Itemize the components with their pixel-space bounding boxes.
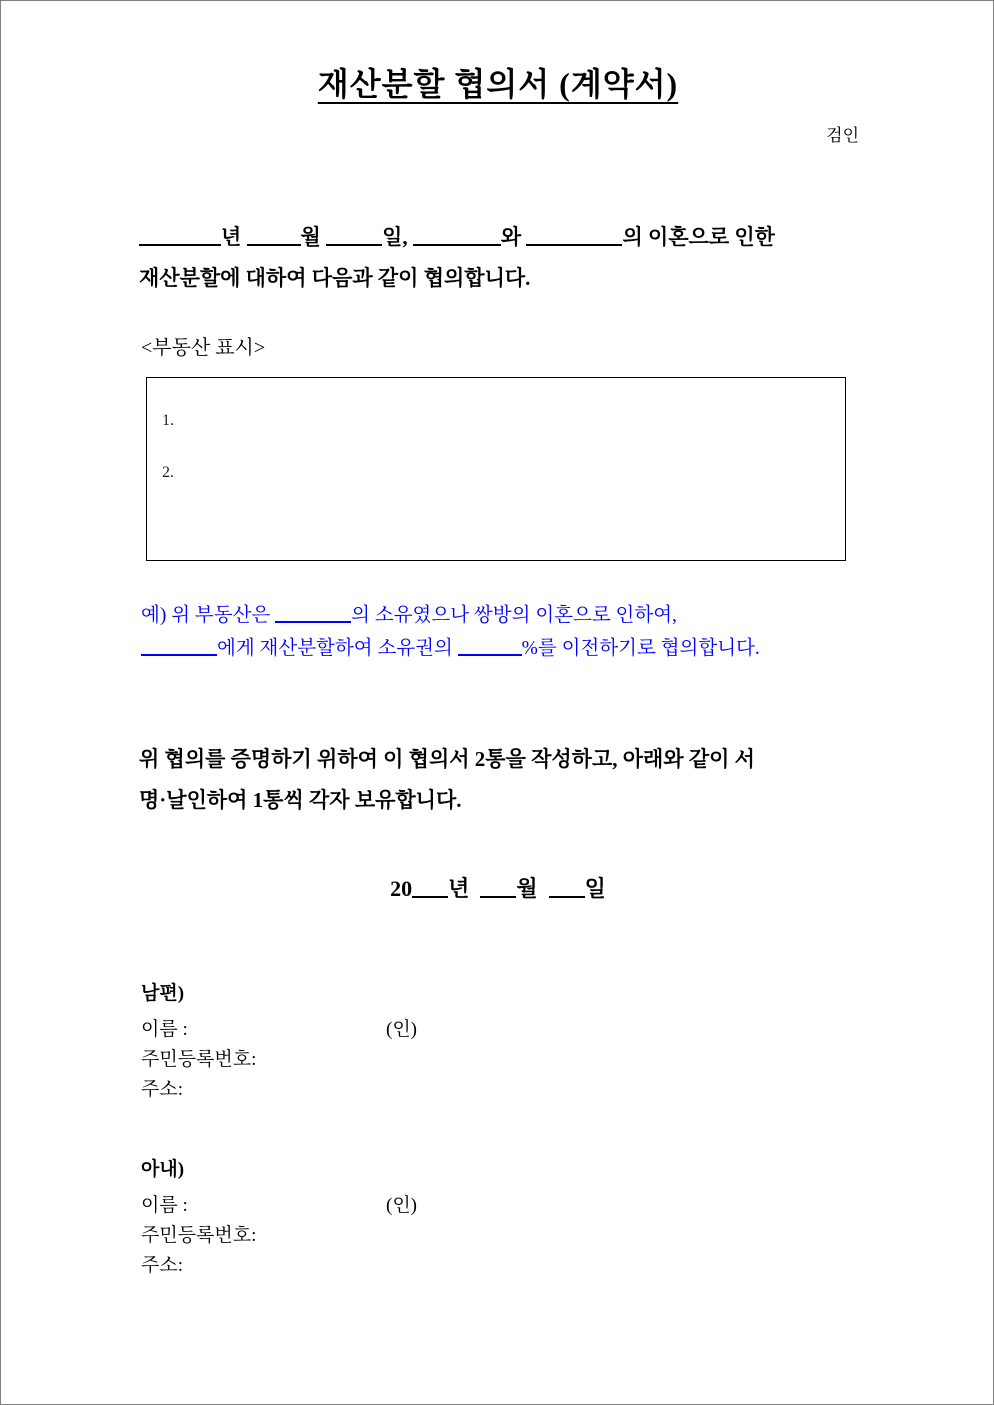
- page-title-text: 재산분할 협의서 (계약서): [317, 66, 679, 102]
- wife-id-label: 주민등록번호:: [141, 1224, 257, 1246]
- husband-id-row[interactable]: [141, 1046, 741, 1076]
- blank-date-year[interactable]: [412, 873, 448, 898]
- husband-seal-mark: (인): [386, 1018, 418, 1040]
- closing-line-1: 위 협의를 증명하기 위하여 이 협의서 2통을 작성하고, 아래와 같이 서: [139, 747, 755, 771]
- blank-year[interactable]: [139, 222, 221, 246]
- intro-year-suffix: 년: [221, 225, 242, 249]
- example-paragraph: [141, 599, 859, 665]
- intro-paragraph: [139, 217, 859, 299]
- date-day-suffix: 일: [584, 876, 606, 902]
- example-line2-prefix: 에게 재산분할하여 소유권의: [217, 638, 453, 659]
- wife-address-row[interactable]: [141, 1252, 741, 1282]
- signature-block-wife: [141, 1157, 741, 1282]
- wife-name-label: 이름 :: [141, 1194, 188, 1216]
- real-estate-box[interactable]: [146, 377, 846, 561]
- blank-date-day[interactable]: [549, 873, 585, 898]
- signature-block-husband: [141, 981, 741, 1106]
- intro-month-suffix: 월: [300, 225, 321, 249]
- husband-name-row[interactable]: [141, 1016, 741, 1046]
- wife-name-row[interactable]: [141, 1192, 741, 1222]
- date-month-suffix: 월: [516, 876, 538, 902]
- blank-example-percent[interactable]: [458, 634, 522, 656]
- date-line: [1, 873, 994, 904]
- date-year-prefix: 20: [390, 876, 413, 902]
- intro-party-one-suffix: 와: [500, 225, 522, 249]
- real-estate-label: <부동산 표시>: [141, 337, 266, 359]
- husband-name-label: 이름 :: [141, 1018, 188, 1040]
- closing-paragraph: [139, 739, 861, 821]
- blank-example-owner[interactable]: [275, 601, 351, 623]
- example-line1-prefix: 예) 위 부동산은: [141, 605, 271, 626]
- wife-seal-mark: (인): [386, 1194, 418, 1216]
- example-line-2: [141, 632, 859, 665]
- husband-address-row[interactable]: [141, 1076, 741, 1106]
- list-item: 2.: [162, 464, 174, 481]
- intro-party-two-suffix: 의 이혼으로 인한: [622, 225, 775, 249]
- blank-day[interactable]: [326, 222, 382, 246]
- blank-party-two[interactable]: [526, 222, 622, 246]
- husband-id-label: 주민등록번호:: [141, 1048, 257, 1070]
- closing-line-2: 명·날인하여 1통씩 각자 보유합니다.: [139, 788, 462, 812]
- example-line1-suffix: 의 소유였으나 쌍방의 이혼으로 인하여,: [351, 605, 677, 626]
- husband-role-label: 남편): [141, 983, 185, 1004]
- blank-date-month[interactable]: [480, 873, 516, 898]
- blank-month[interactable]: [247, 222, 301, 246]
- list-item: 1.: [162, 412, 174, 429]
- blank-party-one[interactable]: [413, 222, 501, 246]
- intro-day-suffix: 일,: [382, 225, 408, 249]
- husband-address-label: 주소:: [141, 1078, 183, 1100]
- wife-role-label: 아내): [141, 1159, 185, 1180]
- wife-address-label: 주소:: [141, 1254, 183, 1276]
- intro-line-2: 재산분할에 대하여 다음과 같이 협의합니다.: [139, 266, 531, 290]
- page-title: [1, 65, 994, 103]
- date-year-suffix: 년: [448, 876, 470, 902]
- wife-id-row[interactable]: [141, 1222, 741, 1252]
- example-line2-suffix: %를 이전하기로 협의합니다.: [521, 638, 760, 659]
- blank-example-recipient[interactable]: [141, 634, 217, 656]
- seal-label: 검인: [826, 126, 859, 145]
